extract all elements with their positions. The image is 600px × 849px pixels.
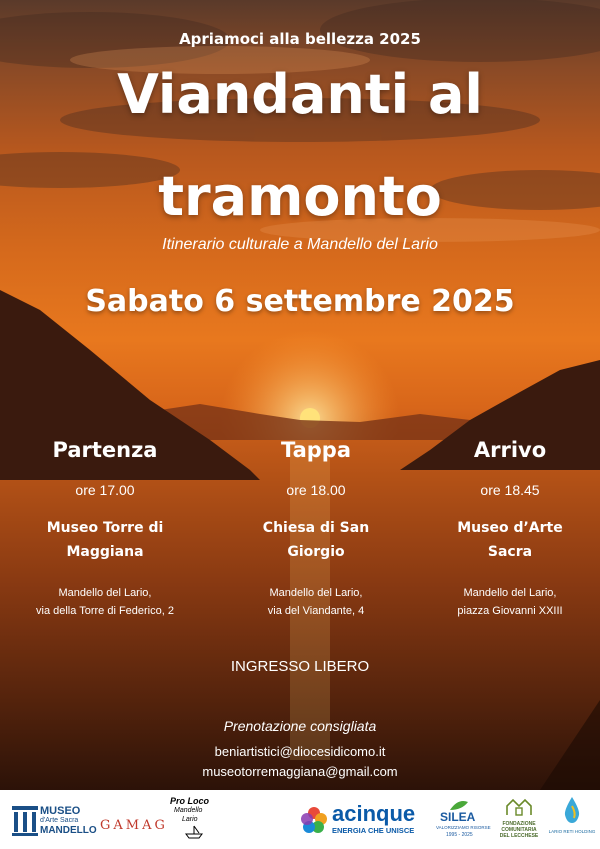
stop-time: ore 18.45 [480,482,540,498]
logo-text: LARIO RETI HOLDING [548,829,596,834]
stop-heading: Tappa [280,438,352,462]
acinque-flower-icon [300,806,328,834]
event-date: Sabato 6 settembre 2025 [85,284,515,319]
boat-icon [184,824,204,840]
stop-place-line: Museo Torre di [46,520,164,536]
fondazione-houses-icon [506,798,532,816]
stop-address-line: Mandello del Lario, [58,587,152,599]
booking-note: Prenotazione consigliata [223,718,377,734]
stop-time: ore 17.00 [75,482,135,498]
logo-text: MANDELLO [40,825,97,836]
page-title [0,63,600,228]
tagline: Apriamoci alla bellezza 2025 [179,30,421,48]
museum-columns-icon [12,806,38,836]
sponsor-footer [0,790,600,849]
logo-text: acinque [332,801,416,826]
stop-place [216,516,416,564]
email-link-museo[interactable]: museotorremaggiana@gmail.com [202,764,398,779]
logo-acinque [300,800,430,840]
logo-lario-reti [548,796,596,844]
logo-text: MUSEO [40,805,81,817]
logo-text: DEL LECCHESE [499,833,539,839]
stop-heading: Partenza [52,438,158,462]
stop-address-line: via della Torre di Federico, 2 [36,605,174,617]
free-entry: INGRESSO LIBERO [230,658,370,675]
stop-address [410,584,600,620]
water-drop-icon [563,796,581,824]
stop-stage [216,436,416,620]
stop-departure [5,436,205,620]
stop-place-line: Giorgio [287,544,345,560]
stop-place-line: Maggiana [66,544,144,560]
logo-text: Pro Loco [170,796,210,806]
title-line-1: Viandanti al [117,63,483,126]
email-link-diocesi[interactable]: beniartistici@diocesidicomo.it [214,744,386,759]
stop-address-line: piazza Giovanni XXIII [457,605,563,617]
logo-text: VALORIZZIAMO RISORSE [436,825,491,830]
stop-arrival [410,436,600,620]
logo-text: COMUNITARIA [501,827,537,833]
logo-text: FONDAZIONE [502,821,536,827]
subtitle: Itinerario culturale a Mandello del Lario [162,236,438,253]
stop-address-line: Mandello del Lario, [269,587,363,599]
stop-address-line: via del Viandante, 4 [267,605,365,617]
title-line-2: tramonto [158,165,442,228]
logo-text: ENERGIA CHE UNISCE [332,826,415,835]
logo-text: SILEA [440,810,476,824]
logo-text: d'Arte Sacra [40,817,79,824]
stop-heading: Arrivo [473,438,547,462]
logo-pro-loco [170,796,216,844]
stop-address [5,584,205,620]
logo-text: Mandello [174,807,203,814]
stop-time: ore 18.00 [286,482,346,498]
stop-place-line: Museo d’Arte [457,520,563,536]
stop-place [410,516,600,564]
stop-address [216,584,416,620]
logo-museo-arte-sacra [12,802,97,838]
logo-text: Lario [182,816,198,823]
stop-place-line: Chiesa di San [262,520,370,536]
stop-place [5,516,205,564]
stop-address-line: Mandello del Lario, [463,587,557,599]
stop-place-line: Sacra [487,544,533,560]
logo-fondazione [494,798,544,842]
logo-silea [436,798,492,842]
logo-gamag: GAMAG [100,818,168,833]
logo-text: 1995 - 2025 [446,832,473,838]
